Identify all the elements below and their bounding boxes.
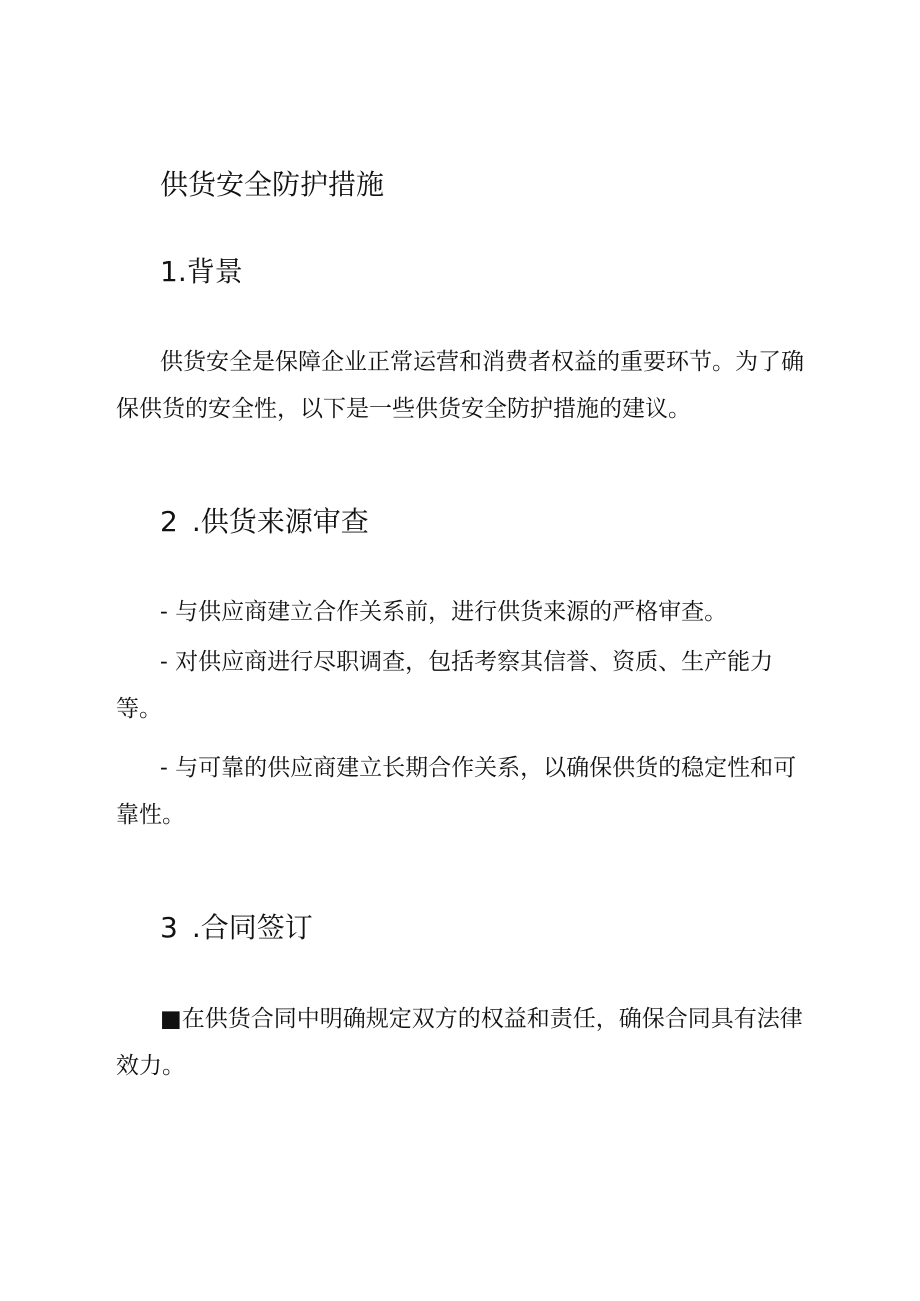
section-heading-1	[160, 252, 243, 292]
section-3-paragraph: ■在供货合同中明确规定双方的权益和责任，确保合同具有法律效力。	[116, 1006, 803, 1079]
section-heading-3	[160, 908, 313, 948]
section-number-3: 3	[160, 911, 178, 944]
document-title: 供货安全防护措施	[160, 168, 385, 201]
section-title-3: .合同签订	[191, 911, 313, 944]
section-1-paragraph: 供货安全是保障企业正常运营和消费者权益的重要环节。为了确保供货的安全性，以下是一些供货安全防护措施的建议。	[116, 349, 804, 422]
section-number-2: 2	[160, 505, 178, 538]
section-title-1: 背景	[186, 255, 243, 288]
section-2-bullet-2: - 对供应商进行尽职调查，包括考察其信誉、资质、生产能力等。	[116, 649, 774, 722]
section-title-2: .供货来源审查	[191, 505, 369, 538]
section-2-bullet-1: - 与供应商建立合作关系前，进行供货来源的严格审查。	[160, 599, 728, 625]
section-number-1: 1.	[160, 255, 187, 288]
section-2-bullet-3: - 与可靠的供应商建立长期合作关系，以确保供货的稳定性和可靠性。	[116, 755, 797, 828]
section-heading-2	[160, 502, 369, 542]
